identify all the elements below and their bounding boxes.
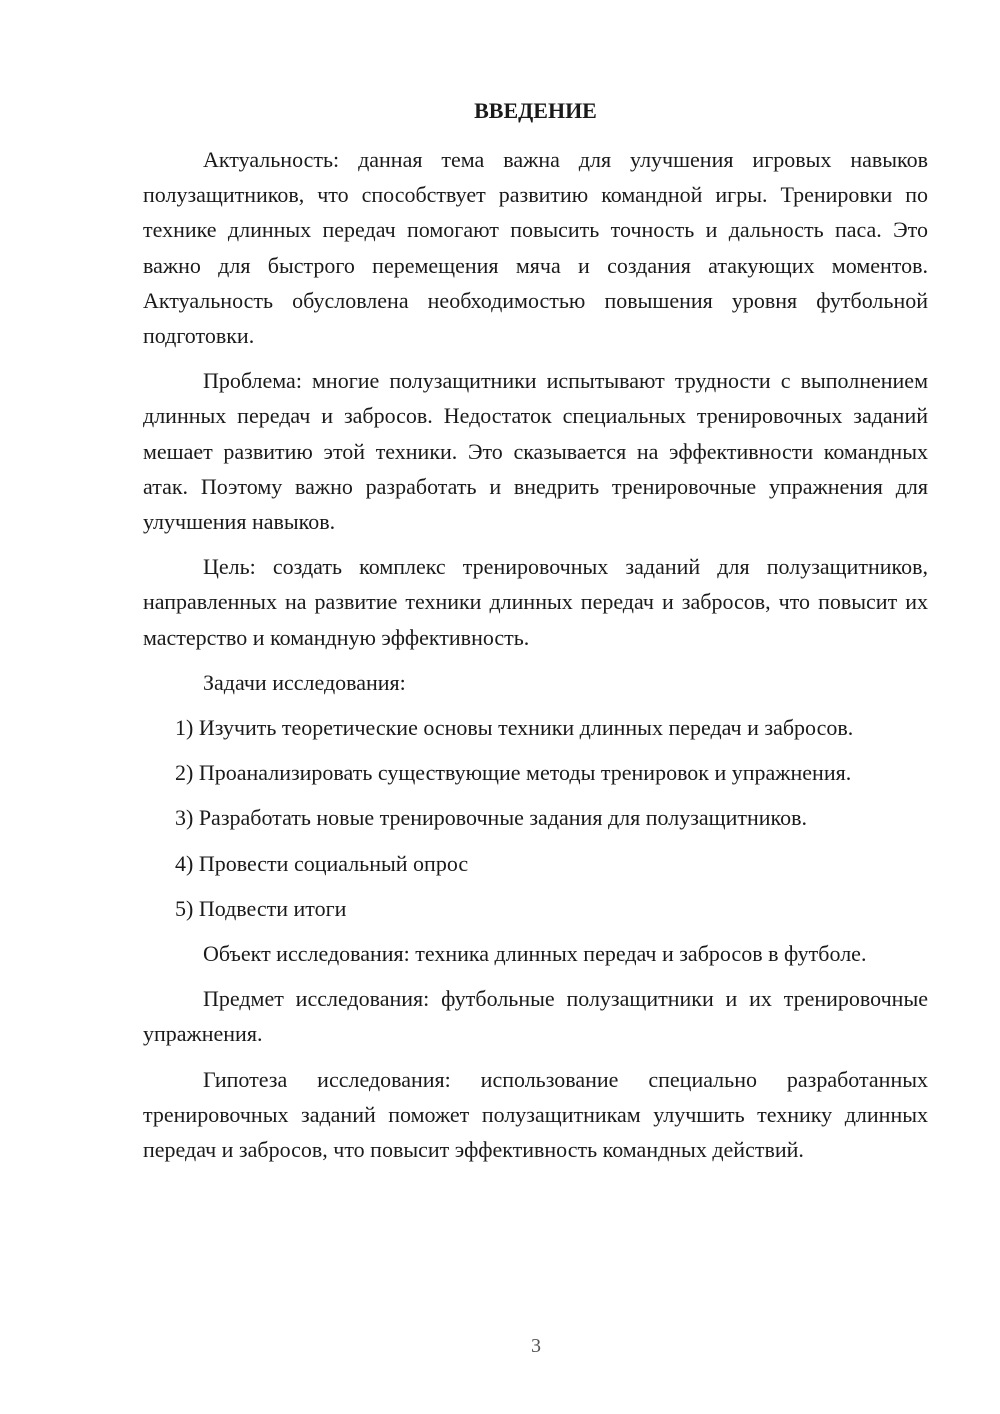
paragraph-goal: Цель: создать комплекс тренировочных заданий для полузащитников, направленных на развитие техники длинных передач и забросов, что повысит их мастерство и командную эффективность. xyxy=(143,554,928,650)
task-item-4: 4) Провести социальный опрос xyxy=(175,850,469,876)
paragraph-problem: Проблема: многие полузащитники испытывают трудности с выполнением длинных передач и забросов. Недостаток специальных тренировочных заданий мешает развитию этой техники. Это сказывается на эффективности командных атак. Поэтому важно разработать и внедрить тренировочные упражнения для улучшения навыков. xyxy=(143,368,928,535)
task-item-1: 1) Изучить теоретические основы техники длинных передач и забросов. xyxy=(175,715,854,741)
paragraph-actuality: Актуальность: данная тема важна для улучшения игровых навыков полузащитников, что способствует развитию командной игры. Тренировки по технике длинных передач помогают повысить точность и дальность паса. Это важно для быстрого перемещения мяча и создания атакующих моментов. Актуальность обусловлена необходимостью повышения уровня футбольной подготовки. xyxy=(143,147,928,349)
paragraph-hypothesis: Гипотеза исследования: использование специально разработанных тренировочных заданий поможет полузащитникам улучшить технику длинных передач и забросов, что повысит эффективность командных действий. xyxy=(143,1066,928,1163)
task-item-3: 3) Разработать новые тренировочные задания для полузащитников. xyxy=(175,805,807,831)
paragraph-object: Объект исследования: техника длинных передач и забросов в футболе. xyxy=(203,941,867,967)
page-number: 3 xyxy=(531,1335,541,1357)
page-title: ВВЕДЕНИЕ xyxy=(474,98,597,123)
task-item-2: 2) Проанализировать существующие методы тренировок и упражнения. xyxy=(175,760,852,786)
task-item-5: 5) Подвести итоги xyxy=(175,895,347,921)
paragraph-subject: Предмет исследования: футбольные полузащитники и их тренировочные упражнения. xyxy=(143,986,928,1047)
tasks-title: Задачи исследования: xyxy=(203,669,406,695)
document-body xyxy=(143,142,928,1177)
